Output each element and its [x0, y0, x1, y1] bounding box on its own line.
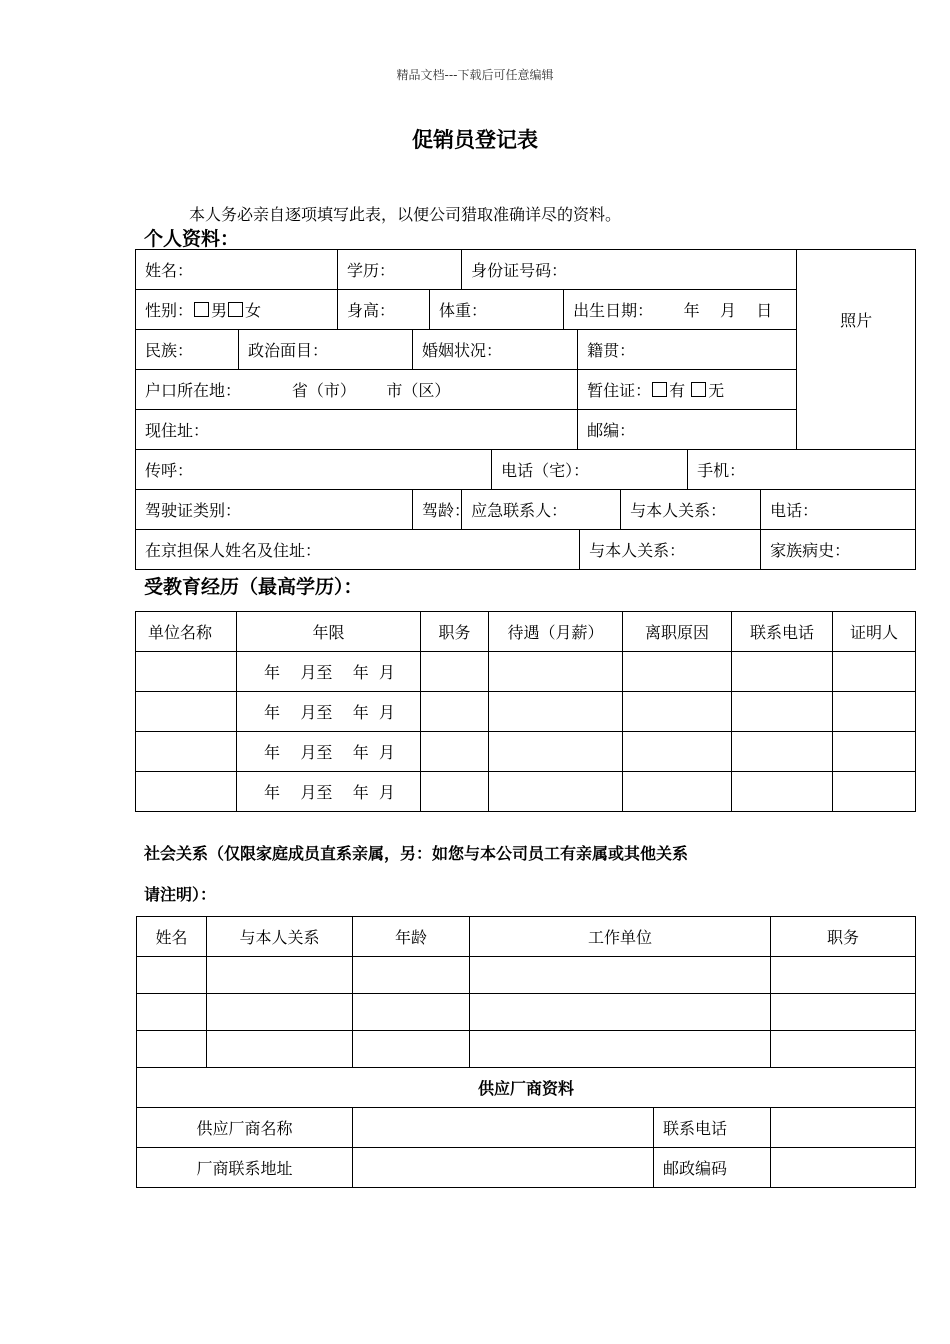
- family-history-field[interactable]: 家族病史：: [761, 530, 916, 570]
- relation-field[interactable]: 与本人关系：: [621, 490, 761, 530]
- col-unit-name: 单位名称: [136, 612, 237, 652]
- checkbox-female[interactable]: [228, 302, 243, 317]
- guarantor-relation-field[interactable]: 与本人关系：: [580, 530, 761, 570]
- table-row: [136, 652, 916, 692]
- checkbox-permit-no[interactable]: [691, 382, 706, 397]
- cell-job[interactable]: [771, 994, 916, 1031]
- hukou-field[interactable]: 户口所在地： 省（市） 市（区）: [136, 370, 578, 410]
- cell-unit-name[interactable]: [136, 772, 237, 812]
- cell-referee[interactable]: [833, 772, 916, 812]
- cell-position[interactable]: [421, 732, 489, 772]
- photo-box[interactable]: [797, 250, 916, 450]
- cell-position[interactable]: [421, 652, 489, 692]
- cell-salary[interactable]: [489, 732, 623, 772]
- native-place-field[interactable]: 籍贯：: [578, 330, 797, 370]
- photo-label: 照片: [840, 311, 873, 330]
- address-field[interactable]: 现住址：: [136, 410, 578, 450]
- cell-contact-phone[interactable]: [732, 692, 833, 732]
- supplier-phone-value[interactable]: [771, 1108, 916, 1148]
- gender-field[interactable]: 性别： 男 女: [136, 290, 338, 330]
- id-number-field[interactable]: 身份证号码：: [462, 250, 797, 290]
- cell-referee[interactable]: [833, 692, 916, 732]
- cell-contact-phone[interactable]: [732, 732, 833, 772]
- cell-contact-phone[interactable]: [732, 652, 833, 692]
- cell-name[interactable]: [137, 957, 207, 994]
- col-position: 职务: [421, 612, 489, 652]
- table-row: [137, 1031, 916, 1068]
- intro-text: 本人务必亲自逐项填写此表，以便公司猎取准确详尽的资料。: [189, 205, 622, 224]
- col-salary: 待遇（月薪）: [489, 612, 623, 652]
- cell-position[interactable]: [421, 772, 489, 812]
- checkbox-permit-yes[interactable]: [652, 382, 667, 397]
- pager-field[interactable]: 传呼：: [136, 450, 492, 490]
- supplier-address-value[interactable]: [353, 1148, 654, 1188]
- mobile-field[interactable]: 手机：: [688, 450, 916, 490]
- cell-salary[interactable]: [489, 772, 623, 812]
- marital-status-field[interactable]: 婚姻状况：: [413, 330, 578, 370]
- social-heading-line1: 社会关系（仅限家庭成员直系亲属，另：如您与本公司员工有亲属或其他关系: [144, 844, 689, 863]
- col-contact-phone: 联系电话: [732, 612, 833, 652]
- cell-age[interactable]: [353, 1031, 470, 1068]
- cell-referee[interactable]: [833, 652, 916, 692]
- table-row: [136, 692, 916, 732]
- birth-date-field[interactable]: 出生日期： 年 月 日: [564, 290, 797, 330]
- cell-age[interactable]: [353, 957, 470, 994]
- height-field[interactable]: 身高：: [338, 290, 430, 330]
- weight-field[interactable]: 体重：: [430, 290, 564, 330]
- cell-position[interactable]: [421, 692, 489, 732]
- table-row: [137, 994, 916, 1031]
- supplier-heading: 供应厂商资料: [137, 1068, 916, 1108]
- cell-unit-name[interactable]: [136, 732, 237, 772]
- col-period: 年限: [237, 612, 421, 652]
- supplier-phone-label: 联系电话: [654, 1108, 771, 1148]
- cell-relation[interactable]: [207, 957, 353, 994]
- supplier-postcode-label: 邮政编码: [654, 1148, 771, 1188]
- col-referee: 证明人: [833, 612, 916, 652]
- cell-relation[interactable]: [207, 994, 353, 1031]
- cell-name[interactable]: [137, 994, 207, 1031]
- header-note: 精品文档---下载后可任意编辑: [396, 68, 554, 82]
- temp-permit-field[interactable]: 暂住证： 有 无: [578, 370, 797, 410]
- guarantor-field[interactable]: 在京担保人姓名及住址：: [136, 530, 580, 570]
- page-title: 促销员登记表: [412, 128, 538, 152]
- education-heading: 受教育经历（最高学历）：: [144, 576, 363, 598]
- home-phone-field[interactable]: 电话（宅）：: [492, 450, 688, 490]
- postcode-field[interactable]: 邮编：: [578, 410, 797, 450]
- cell-workplace[interactable]: [470, 957, 771, 994]
- col-leave-reason: 离职原因: [623, 612, 732, 652]
- cell-job[interactable]: [771, 1031, 916, 1068]
- supplier-name-value[interactable]: [353, 1108, 654, 1148]
- cell-relation[interactable]: [207, 1031, 353, 1068]
- col-name: 姓名: [137, 917, 207, 957]
- cell-unit-name[interactable]: [136, 692, 237, 732]
- checkbox-male[interactable]: [194, 302, 209, 317]
- social-heading-line2: 请注明）：: [144, 885, 217, 904]
- education-table: [135, 611, 916, 812]
- cell-leave-reason[interactable]: [623, 772, 732, 812]
- col-age: 年龄: [353, 917, 470, 957]
- cell-workplace[interactable]: [470, 1031, 771, 1068]
- personal-info-table: [135, 249, 916, 570]
- cell-leave-reason[interactable]: [623, 692, 732, 732]
- driving-years-field[interactable]: 驾龄：: [413, 490, 462, 530]
- cell-workplace[interactable]: [470, 994, 771, 1031]
- license-type-field[interactable]: 驾驶证类别：: [136, 490, 413, 530]
- cell-contact-phone[interactable]: [732, 772, 833, 812]
- cell-job[interactable]: [771, 957, 916, 994]
- social-table: [136, 916, 916, 1188]
- cell-age[interactable]: [353, 994, 470, 1031]
- cell-referee[interactable]: [833, 732, 916, 772]
- cell-period[interactable]: 年 月至 年 月: [237, 732, 421, 772]
- table-row: [136, 772, 916, 812]
- name-field[interactable]: 姓名：: [136, 250, 338, 290]
- supplier-name-label: 供应厂商名称: [137, 1108, 353, 1148]
- phone-field[interactable]: 电话：: [761, 490, 916, 530]
- table-row: [137, 957, 916, 994]
- cell-period[interactable]: 年 月至 年 月: [237, 652, 421, 692]
- ethnicity-field[interactable]: 民族：: [136, 330, 239, 370]
- table-row: [136, 732, 916, 772]
- cell-period[interactable]: 年 月至 年 月: [237, 692, 421, 732]
- col-workplace: 工作单位: [470, 917, 771, 957]
- supplier-address-label: 厂商联系地址: [137, 1148, 353, 1188]
- cell-period[interactable]: 年 月至 年 月: [237, 772, 421, 812]
- supplier-postcode-value[interactable]: [771, 1148, 916, 1188]
- col-job: 职务: [771, 917, 916, 957]
- cell-salary[interactable]: [489, 692, 623, 732]
- personal-heading: 个人资料：: [144, 228, 240, 250]
- cell-salary[interactable]: [489, 652, 623, 692]
- emergency-contact-field[interactable]: 应急联系人：: [462, 490, 621, 530]
- education-field[interactable]: 学历：: [338, 250, 462, 290]
- col-relation: 与本人关系: [207, 917, 353, 957]
- political-status-field[interactable]: 政治面目：: [239, 330, 413, 370]
- cell-leave-reason[interactable]: [623, 732, 732, 772]
- cell-name[interactable]: [137, 1031, 207, 1068]
- cell-unit-name[interactable]: [136, 652, 237, 692]
- cell-leave-reason[interactable]: [623, 652, 732, 692]
